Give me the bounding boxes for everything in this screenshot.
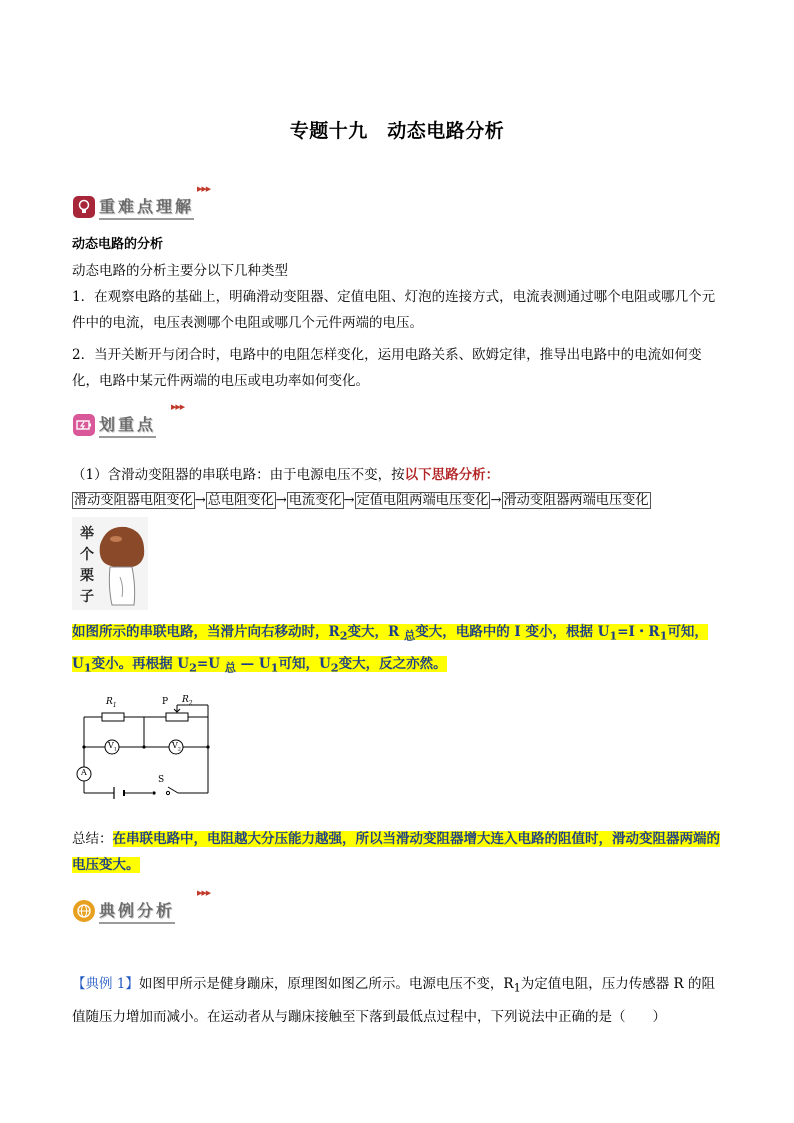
series-circuit-lead bbox=[72, 462, 724, 488]
label-s: S bbox=[158, 775, 165, 785]
badge-key-points bbox=[73, 185, 211, 222]
page-title: 专题十九 动态电路分析 bbox=[289, 120, 505, 142]
sticker-char: 举 bbox=[80, 526, 94, 542]
example-question: 【典例 1】如图甲所示是健身蹦床，原理图如图乙所示。电源电压不变，$R_1$为定值电阻，压力传感器 R 的阻值随压力增加而减小。在运动者从与蹦床接触至下落到最低点过程中，下列说法中正确的是（ ） bbox=[72, 976, 715, 1025]
chain-step: 滑动变阻器电阻变化 bbox=[74, 493, 193, 508]
section-heading: 动态电路的分析 bbox=[72, 237, 164, 252]
arrow: → bbox=[490, 493, 502, 508]
lightbulb-icon bbox=[73, 196, 95, 218]
badge-label: 划重点 bbox=[99, 412, 156, 438]
sticker-char: 子 bbox=[80, 589, 94, 605]
label-v1: $V_1$ bbox=[108, 741, 117, 753]
arrow: → bbox=[275, 493, 287, 508]
battery-icon bbox=[73, 414, 95, 436]
sticker-char: 栗 bbox=[80, 568, 94, 584]
summary-text: 在串联电路中，电阻越大分压能力越强，所以当滑动变阻器增大连入电路的阻值时，滑动变阻器两端的电压变大。 bbox=[72, 831, 720, 873]
arrow: → bbox=[343, 493, 355, 508]
circuit-diagram bbox=[72, 695, 222, 805]
summary-label: 总结： bbox=[72, 831, 113, 847]
label-p: P bbox=[162, 697, 169, 707]
chain-step: 总电阻变化 bbox=[207, 493, 274, 508]
arrows-icon: ▶▶▶ bbox=[197, 889, 211, 897]
arrows-icon: ▶▶▶ bbox=[197, 185, 211, 193]
sticker-char: 个 bbox=[80, 547, 94, 563]
globe-icon bbox=[73, 900, 95, 922]
example-tag: 【典例 1】 bbox=[72, 976, 139, 992]
label-r2: $R_2$ bbox=[182, 695, 193, 707]
lead-text: （1）含滑动变阻器的串联电路：由于电源电压不变，按 bbox=[72, 467, 405, 483]
chain-step: 定值电阻两端电压变化 bbox=[356, 493, 489, 508]
arrows-icon: ▶▶▶ bbox=[171, 403, 185, 411]
analysis-chain bbox=[72, 489, 651, 508]
lead-bold-text: 以下思路分析： bbox=[404, 467, 500, 483]
label-r1: $R_1$ bbox=[106, 697, 117, 709]
label-a: A bbox=[81, 768, 87, 777]
example-sticker bbox=[72, 517, 148, 610]
badge-label: 典例分析 bbox=[99, 898, 175, 924]
list-item: 1．在观察电路的基础上，明确滑动变阻器、定值电阻、灯泡的连接方式，电流表测通过哪个电阻或哪几个元件中的电流，电压表测哪个电阻或哪几个元件两端的电压。 bbox=[72, 289, 716, 331]
badge-highlights bbox=[73, 403, 185, 440]
chain-step: 滑动变阻器两端电压变化 bbox=[503, 493, 649, 508]
badge-examples bbox=[73, 889, 211, 926]
list-item: 2．当开关断开与闭合时，电路中的电阻怎样变化，运用电路关系、欧姆定律，推导出电路中的电流如何变化，电路中某元件两端的电压或电功率如何变化。 bbox=[72, 347, 702, 389]
section-intro: 动态电路的分析主要分以下几种类型 bbox=[72, 263, 288, 279]
summary bbox=[72, 826, 724, 878]
example-explanation: 如图所示的串联电路，当滑片向右移动时，$R_2$变大，R $_总$变大，电路中的 I 变小，根据 $U_1=I$・$R_1$可知，$U_1$变小。再根据 $U_2=U$ $_总$ — $U_1$可知，$U_2$变大，反之亦然。 bbox=[72, 624, 708, 675]
arrow: → bbox=[194, 493, 206, 508]
chain-step: 电流变化 bbox=[288, 493, 342, 508]
label-v2: $V_2$ bbox=[172, 741, 181, 753]
badge-label: 重难点理解 bbox=[99, 194, 194, 220]
